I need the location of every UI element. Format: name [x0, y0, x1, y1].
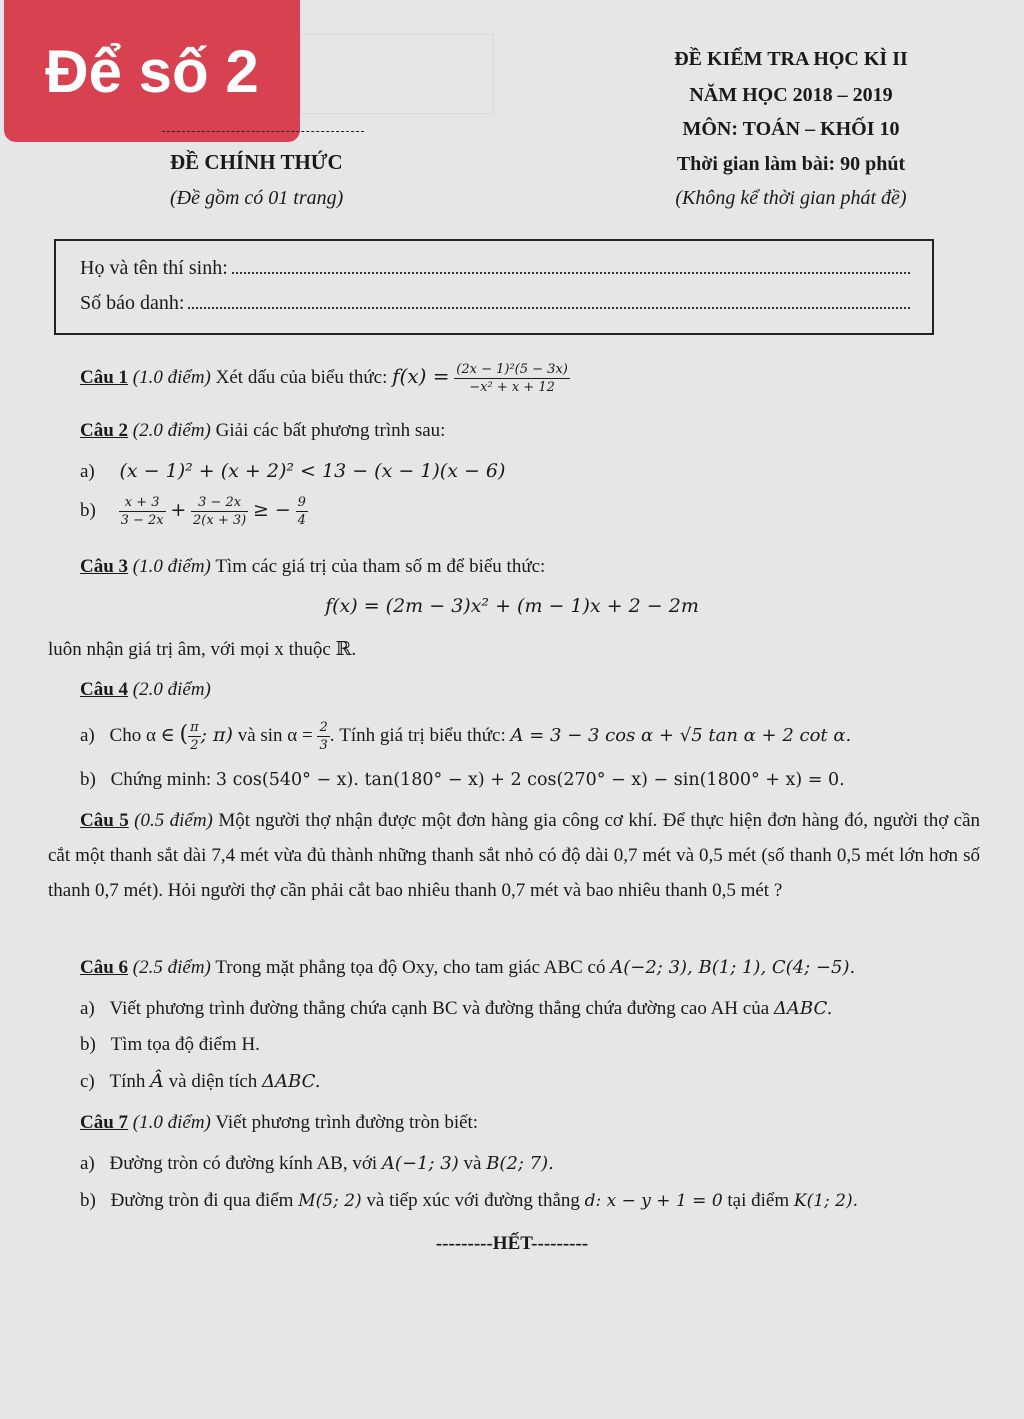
q7-b-line-d: d: x − y + 1 = 0 [584, 1191, 723, 1211]
q7-b-at: tại điểm [727, 1190, 790, 1211]
q2-label: Câu 2 [80, 420, 129, 441]
q2-b-frac3 [296, 495, 308, 528]
student-name-row [80, 257, 910, 280]
q2-part-a [80, 460, 505, 483]
q2-b-frac3-num: 9 [297, 495, 306, 510]
q4-a-pre: Cho α ∈ [109, 724, 175, 746]
student-id-field[interactable] [188, 306, 910, 309]
q2-part-b [80, 495, 308, 528]
q1-label: Câu 1 [80, 366, 129, 388]
q4-points: (2.0 điểm) [132, 679, 211, 700]
q7-b-point-m: M(5; 2) [298, 1191, 362, 1211]
q1-fraction [454, 362, 570, 395]
q3-continuation: luôn nhận giá trị âm, với mọi x thuộc ℝ. [48, 639, 357, 660]
q7-b-label: b) [80, 1190, 96, 1211]
q2-b-plus: + [170, 498, 187, 521]
q7-a-and: và [463, 1153, 482, 1174]
q4-a-sin-frac [317, 720, 329, 753]
student-id-row [80, 292, 910, 315]
q5-text: Một người thợ nhận được một đơn hàng gia công cơ khí. Để thực hiện đơn hàng đó, người thợ cần cắt một thanh sắt dài 7,4 mét vừa đủ thành những thanh sắt nhỏ có độ dài 0,7 mét và 0,5 mét (số thanh 0,5 mét lớn hơn số thanh 0,7 mét). Hỏi người thợ cần phải cắt bao nhiêu thanh 0,7 mét và bao nhiêu thanh 0,5 mét ? [48, 810, 981, 901]
q2-b-ge: ≥ − [252, 498, 291, 521]
q6-coords: A(−2; 3), B(1; 1), C(4; −5). [610, 957, 856, 978]
q1-lhs: f(x) = [392, 363, 450, 388]
q4-a-pi-den: 2 [190, 738, 199, 753]
q2-b-frac2 [191, 495, 248, 528]
q6-part-a [80, 998, 832, 1020]
q2-a-expr: (x − 1)² + (x + 2)² < 13 − (x − 1)(x − 6) [119, 460, 506, 482]
q5-label: Câu 5 [80, 810, 129, 831]
pages-note: (Đề gồm có 01 trang) [170, 187, 344, 209]
q3-points: (1.0 điểm) [132, 556, 211, 577]
q7-a-label: a) [80, 1153, 95, 1174]
q6-part-b [80, 1034, 260, 1056]
question-1 [80, 362, 570, 395]
q7-a-point-a: A(−1; 3) [381, 1153, 459, 1174]
q4-a-mid: và sin α = [237, 724, 313, 746]
q6-a-label: a) [80, 998, 95, 1019]
student-id-label: Số báo danh: [80, 292, 185, 314]
q4-a-label: a) [80, 724, 95, 746]
q6-c-label: c) [80, 1071, 95, 1092]
q1-points: (1.0 điểm) [132, 366, 211, 388]
q4-b-label: b) [80, 769, 96, 790]
q7-label: Câu 7 [80, 1112, 129, 1133]
question-4 [80, 679, 211, 701]
q2-b-frac2-den: 2(x + 3) [193, 513, 247, 528]
q2-b-frac3-den: 4 [297, 513, 306, 528]
q7-part-a [80, 1153, 554, 1175]
q2-b-frac1 [119, 495, 166, 528]
q4-part-b [80, 769, 845, 791]
q7-part-b [80, 1190, 858, 1212]
q4-b-pre: Chứng minh: [110, 769, 212, 790]
exam-time: Thời gian làm bài: 90 phút [676, 153, 906, 175]
q6-c-mid: và diện tích [168, 1071, 258, 1092]
q3-text: Tìm các giá trị của tham số m để biểu thức: [215, 556, 546, 577]
end-marker: ---------HẾT--------- [435, 1233, 589, 1254]
q6-a-math: ΔABC. [773, 998, 833, 1019]
question-3 [80, 556, 545, 578]
q4-b-expr: 3 cos(540° − x). tan(180° − x) + 2 cos(270° − x) − sin(1800° + x) = 0. [215, 770, 845, 790]
q7-a-point-b: B(2; 7). [486, 1153, 554, 1174]
q2-a-label: a) [80, 461, 95, 482]
question-7 [80, 1112, 478, 1134]
q2-b-frac1-den: 3 − 2x [120, 513, 164, 528]
q4-a-post: . Tính giá trị biểu thức: [329, 724, 506, 746]
q7-b-point-k: K(1; 2). [793, 1191, 859, 1211]
q7-text: Viết phương trình đường tròn biết: [215, 1112, 479, 1133]
q4-a-pi-frac [188, 720, 201, 753]
q6-c-pre: Tính [109, 1071, 146, 1092]
logo-placeholder-box [300, 34, 494, 114]
q6-c-math: ΔABC. [262, 1071, 321, 1092]
q2-points: (2.0 điểm) [132, 420, 211, 441]
q7-b-mid: và tiếp xúc với đường thẳng [366, 1190, 580, 1211]
q4-label: Câu 4 [80, 679, 129, 700]
exam-title: ĐỀ KIỂM TRA HỌC KÌ II [674, 48, 908, 70]
q6-part-c [80, 1070, 320, 1093]
student-name-field[interactable] [232, 271, 910, 274]
q4-a-expr: A = 3 − 3 cos α + √5 tan α + 2 cot α. [510, 724, 852, 746]
q7-b-pre: Đường tròn đi qua điểm [110, 1190, 294, 1211]
q5-points: (0.5 điểm) [134, 810, 213, 831]
q6-b-label: b) [80, 1034, 96, 1055]
badge-text: Để số 2 [45, 37, 259, 105]
q4-part-a [80, 720, 851, 753]
q1-denominator: −x² + x + 12 [469, 380, 555, 395]
school-year: NĂM HỌC 2018 – 2019 [689, 84, 893, 106]
q2-b-frac1-num: x + 3 [119, 495, 166, 512]
q4-a-sin-den: 3 [319, 738, 328, 753]
q6-points: (2.5 điểm) [132, 957, 211, 978]
q2-b-label: b) [80, 499, 96, 521]
question-2 [80, 420, 445, 442]
q4-a-pi-num: π [190, 720, 199, 735]
q3-formula: f(x) = (2m − 3)x² + (m − 1)x + 2 − 2m [325, 595, 699, 617]
question-6 [80, 957, 855, 979]
q6-text: Trong mặt phẳng tọa độ Oxy, cho tam giác ABC có [215, 957, 606, 978]
question-5 [48, 803, 980, 908]
student-name-label: Họ và tên thí sinh: [80, 257, 228, 279]
time-note: (Không kể thời gian phát đề) [675, 187, 907, 209]
q1-numerator: (2x − 1)²(5 − 3x) [456, 362, 568, 377]
official-label: ĐỀ CHÍNH THỨC [170, 150, 343, 174]
divider-line [162, 131, 364, 132]
q4-a-sin-num: 2 [319, 720, 328, 735]
q1-text: Xét dấu của biểu thức: [215, 366, 388, 388]
q6-a-text: Viết phương trình đường thẳng chứa cạnh BC và đường thẳng chứa đường cao AH của [109, 998, 770, 1019]
q4-a-open: ( [179, 721, 189, 747]
q7-a-pre: Đường tròn có đường kính AB, với [109, 1153, 378, 1174]
exam-number-badge [4, 0, 300, 142]
q4-a-close: ; π) [200, 723, 233, 746]
q6-b-text: Tìm tọa độ điểm H. [110, 1034, 260, 1055]
q3-label: Câu 3 [80, 556, 129, 577]
student-info-box [54, 239, 934, 335]
q6-c-angle: Â [150, 1070, 164, 1092]
q6-label: Câu 6 [80, 957, 129, 978]
subject-title: MÔN: TOÁN – KHỐI 10 [682, 118, 900, 140]
q7-points: (1.0 điểm) [132, 1112, 211, 1133]
q2-b-frac2-num: 3 − 2x [191, 495, 248, 512]
q2-text: Giải các bất phương trình sau: [215, 420, 446, 441]
